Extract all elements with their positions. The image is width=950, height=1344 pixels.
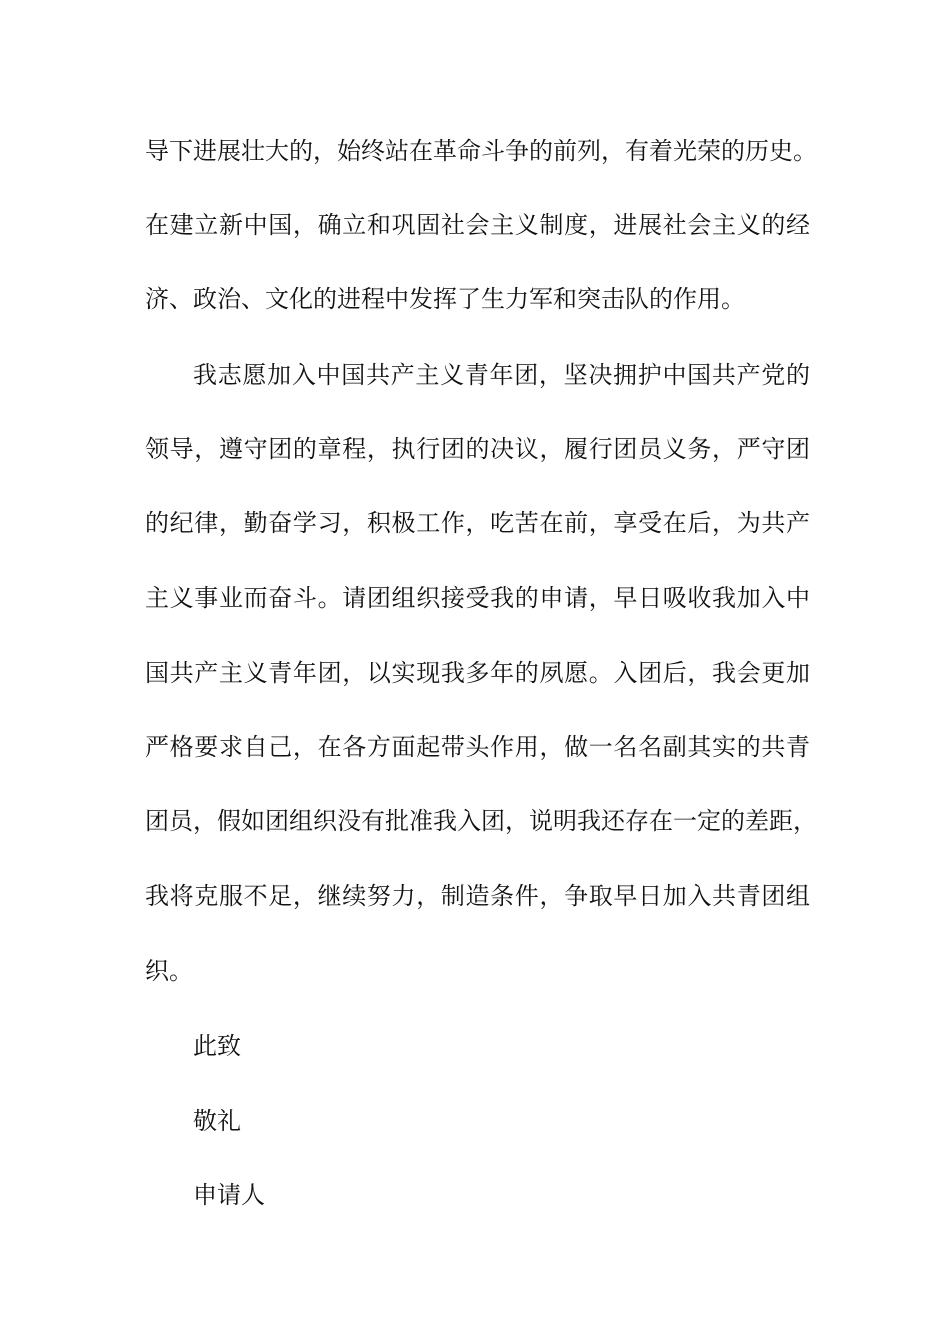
body-line-10: 团员，假如团组织没有批准我入团，说明我还存在一定的差距，: [145, 807, 817, 835]
body-line-5: 领导，遵守团的章程，执行团的决议，履行团员义务，严守团: [145, 435, 810, 463]
body-line-12: 织。: [145, 957, 193, 985]
body-line-9: 严格要求自己，在各方面起带头作用，做一名名副其实的共青: [145, 733, 810, 761]
body-line-7: 主义事业而奋斗。请团组织接受我的申请，早日吸收我加入中: [145, 584, 810, 612]
body-line-1: 导下进展壮大的，始终站在革命斗争的前列，有着光荣的历史。: [145, 137, 817, 165]
body-line-3: 济、政治、文化的进程中发挥了生力军和突击队的作用。: [145, 285, 745, 313]
closing-text: 此致: [193, 1032, 241, 1060]
body-line-4: 我志愿加入中国共产主义青年团，坚决拥护中国共产党的: [193, 361, 810, 389]
body-line-6: 的纪律，勤奋学习，积极工作，吃苦在前，享受在后，为共产: [145, 509, 810, 537]
body-line-8: 国共产主义青年团，以实现我多年的夙愿。入团后，我会更加: [145, 659, 810, 687]
body-line-2: 在建立新中国，确立和巩固社会主义制度，进展社会主义的经: [145, 211, 810, 239]
salute-text: 敬礼: [193, 1107, 241, 1135]
body-line-11: 我将克服不足，继续努力，制造条件，争取早日加入共青团组: [145, 882, 810, 910]
applicant-label: 申请人: [193, 1181, 265, 1209]
